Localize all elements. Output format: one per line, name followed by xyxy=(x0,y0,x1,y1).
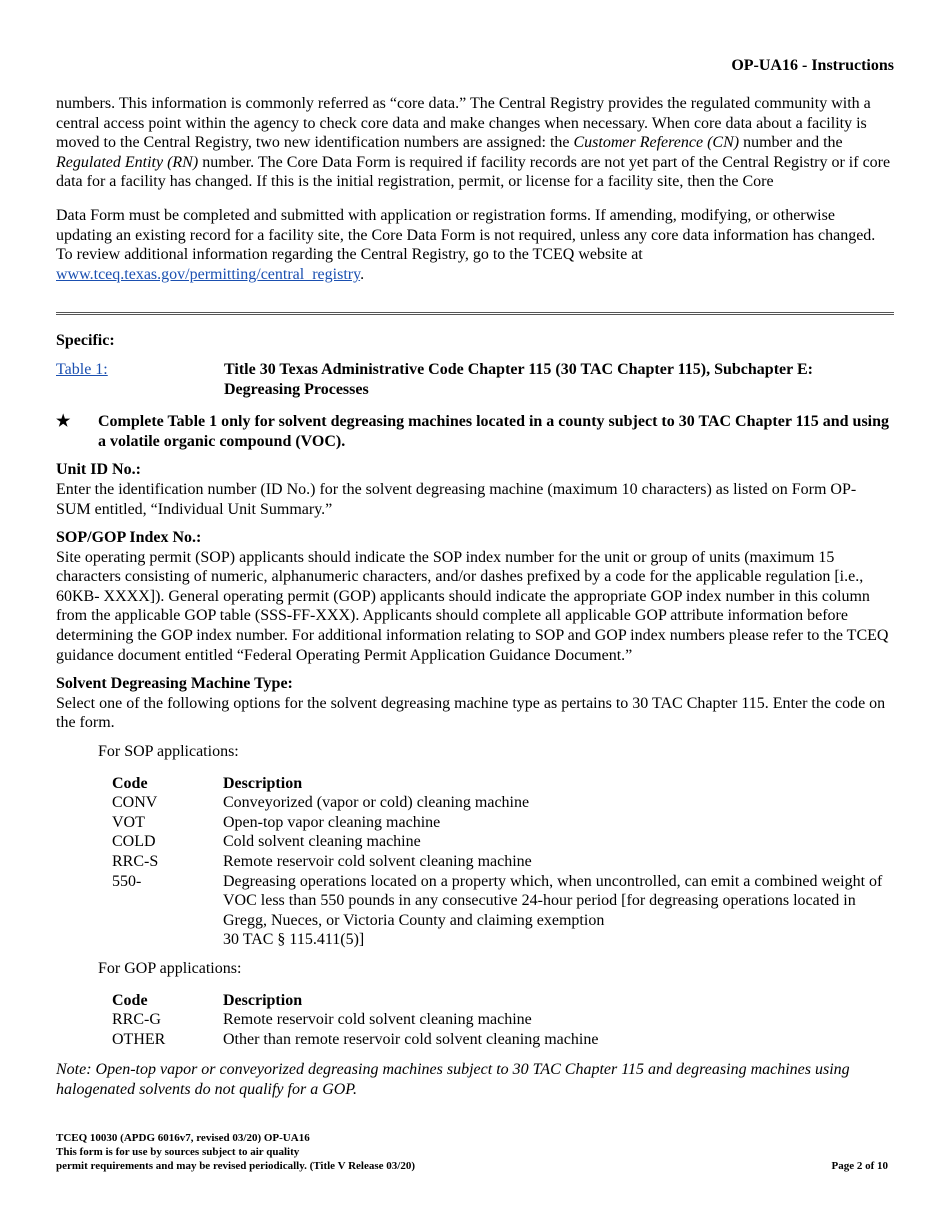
table-1-link[interactable]: Table 1: xyxy=(56,360,108,378)
star-instruction xyxy=(56,412,894,451)
machine-type-section xyxy=(56,674,894,1099)
gop-intro: For GOP applications: xyxy=(98,959,242,977)
unit-id-text: Enter the identification number (ID No.) for the solvent degreasing machine (maximum 10 characters) as listed on Form OP- SUM entitled, “Individual Unit Summary.” xyxy=(56,480,857,518)
machine-type-text: Select one of the following options for the solvent degreasing machine type as pertains to 30 TAC Chapter 115. Enter the code on the form. xyxy=(56,694,886,732)
cn-term: Customer Reference (CN) xyxy=(573,134,740,152)
footer-line-2: This form is for use by sources subject to air quality xyxy=(56,1146,300,1158)
rn-term: Regulated Entity (RN) xyxy=(56,153,199,171)
footer-form-id: TCEQ 10030 (APDG 6016v7, revised 03/20) OP-UA16 xyxy=(56,1132,310,1144)
table-row: COLD Cold solvent cleaning machine xyxy=(112,833,421,851)
page-number: Page 2 of 10 xyxy=(831,1160,888,1172)
table-row: 550- Degreasing operations located on a property which, when uncontrolled, can emit a combined weight of VOC less than 550 pounds in any consecutive 24-hour period [for degreasing operations located in Gregg, Nueces, or Victoria County and claiming exemption 30 TAC § 115.411(5)] xyxy=(112,872,883,949)
intro-paragraph-2: Data Form must be completed and submitted with application or registration forms. If amending, modifying, or otherwise updating an existing record for a facility site, the Core Data Form is not required, unless any core data information has changed. To review additional information regarding the Central Registry, go to the TCEQ website at www.tceq.texas.gov/permitting/central_registry. xyxy=(56,206,876,283)
gop-code-table xyxy=(112,991,894,1050)
table-row: RRC-G Remote reservoir cold solvent cleaning machine xyxy=(112,1011,532,1029)
star-icon: ★ xyxy=(56,413,71,431)
sop-intro: For SOP applications: xyxy=(98,743,239,761)
table-reference-row xyxy=(56,360,894,399)
page-header-title: OP-UA16 - Instructions xyxy=(731,57,894,74)
sop-gop-text: Site operating permit (SOP) applicants should indicate the SOP index number for the unit or group of units (maximum 15 characters consisting of numeric, alphanumeric characters, and/or dashes prefixed by a code for the applicable regulation [i.e., 60KB- XXXX]). General operating permit (GOP) applicants should indicate the appropriate GOP index number in this column from the applicable GOP table (SSS-FF-XXX). Applicants should complete all applicable GOP attribute information before determining the GOP index number. For additional information relating to SOP and GOP index numbers please refer to the TCEQ guidance document entitled “Federal Operating Permit Application Guidance Document.” xyxy=(56,548,889,664)
sop-gop-section xyxy=(56,528,894,665)
unit-id-section xyxy=(56,460,894,519)
sop-code-header: Code Description xyxy=(112,774,303,792)
footer-line-3: permit requirements and may be revised periodically. (Title V Release 03/20) xyxy=(56,1160,415,1172)
gop-code-header: Code Description xyxy=(112,991,303,1009)
section-divider xyxy=(56,312,894,317)
table-row: VOT Open-top vapor cleaning machine xyxy=(112,813,441,831)
table-row: CONV Conveyorized (vapor or cold) cleaning machine xyxy=(112,794,530,812)
unit-id-heading: Unit ID No.: xyxy=(56,461,141,479)
intro-paragraph-1: numbers. This information is commonly referred as “core data.” The Central Registry provides the regulated community with a central access point within the agency to check core data and make changes when necessary. When core data about a facility is moved to the Central Registry, two new identification numbers are assigned: the Customer Reference (CN) number and the Regulated Entity (RN) number. The Core Data Form is required if facility records are not yet part of the Central Registry or if core data for a facility has changed. If this is the initial registration, permit, or license for a facility site, then the Core xyxy=(56,95,891,191)
sop-code-table xyxy=(112,774,894,950)
gop-note: Note: Open-top vapor or conveyorized degreasing machines subject to 30 TAC Chapter 115 and degreasing machines using halogenated solvents do not qualify for a GOP. xyxy=(56,1061,850,1098)
specific-heading: Specific: xyxy=(56,332,115,350)
sop-gop-heading: SOP/GOP Index No.: xyxy=(56,529,202,547)
star-instruction-text: Complete Table 1 only for solvent degreasing machines located in a county subject to 30 TAC Chapter 115 and using a volatile organic compound (VOC). xyxy=(98,413,890,450)
table-title: Title 30 Texas Administrative Code Chapter 115 (30 TAC Chapter 115), Subchapter E: Degreasing Processes xyxy=(224,360,813,398)
table-row: RRC-S Remote reservoir cold solvent cleaning machine xyxy=(112,853,532,870)
central-registry-link[interactable]: www.tceq.texas.gov/permitting/central_registry xyxy=(56,265,361,283)
page-footer xyxy=(56,1131,888,1173)
document-body xyxy=(56,94,894,1100)
machine-type-heading: Solvent Degreasing Machine Type: xyxy=(56,675,293,693)
table-row: OTHER Other than remote reservoir cold solvent cleaning machine xyxy=(112,1030,599,1048)
